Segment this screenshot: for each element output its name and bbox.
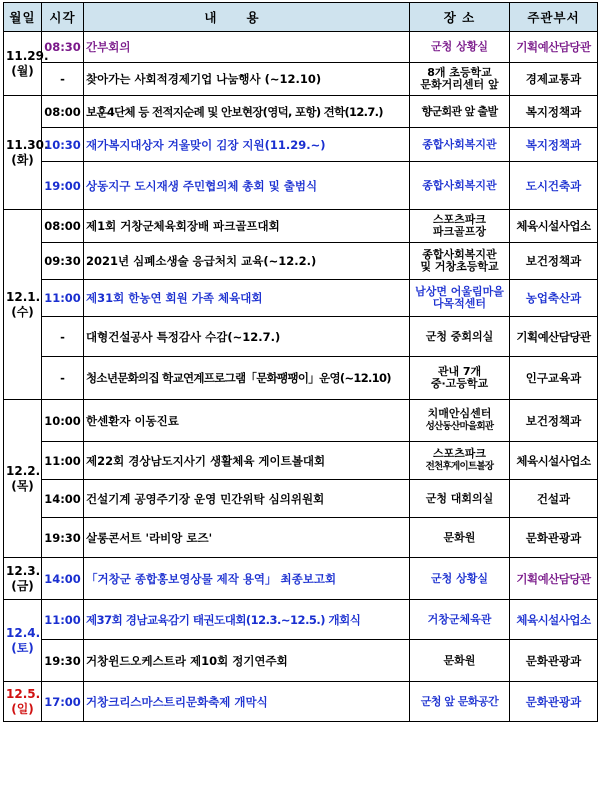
time-cell: 08:00 <box>42 96 84 128</box>
time-cell: - <box>42 63 84 96</box>
date-cell: 12.1. (수) <box>4 210 42 400</box>
place-cell: 관내 7개 중·고등학교 <box>410 357 510 400</box>
header-place: 장 소 <box>410 3 510 32</box>
header-dept: 주관부서 <box>510 3 598 32</box>
dept-cell: 문화관광과 <box>510 682 598 722</box>
table-row <box>4 210 598 243</box>
place-cell: 8개 초등학교 문화거리센터 앞 <box>410 63 510 96</box>
place-cell: 남상면 어울림마을 다목적센터 <box>410 280 510 317</box>
date-cell: 12.5. (일) <box>4 682 42 722</box>
place-cell: 군청 중회의실 <box>410 317 510 357</box>
dept-cell: 보건정책과 <box>510 400 598 442</box>
table-row <box>4 317 598 357</box>
dept-cell: 기획예산담당관 <box>510 32 598 63</box>
time-cell: - <box>42 357 84 400</box>
time-cell: 19:00 <box>42 162 84 210</box>
dept-cell: 기획예산담당관 <box>510 558 598 600</box>
dept-cell: 문화관광과 <box>510 640 598 682</box>
content-cell: 청소년문화의집 학교연계프로그램「문화팽팽이」운영(~12.10) <box>84 357 410 400</box>
table-row <box>4 63 598 96</box>
dept-cell: 인구교육과 <box>510 357 598 400</box>
dept-cell: 기획예산담당관 <box>510 317 598 357</box>
time-cell: 08:00 <box>42 210 84 243</box>
place-cell: 문화원 <box>410 640 510 682</box>
place-cell: 군청 상황실 <box>410 32 510 63</box>
table-row <box>4 640 598 682</box>
table-row <box>4 400 598 442</box>
table-row <box>4 280 598 317</box>
content-cell: 「거창군 종합홍보영상물 제작 용역」 최종보고회 <box>84 558 410 600</box>
time-cell: 10:00 <box>42 400 84 442</box>
table-row <box>4 96 598 128</box>
place-cell: 군청 앞 문화공간 <box>410 682 510 722</box>
time-cell: 14:00 <box>42 480 84 518</box>
date-cell: 11.30. (화) <box>4 96 42 210</box>
dept-cell: 문화관광과 <box>510 518 598 558</box>
table-row <box>4 518 598 558</box>
dept-cell: 체육시설사업소 <box>510 210 598 243</box>
content-cell: 한센환자 이동진료 <box>84 400 410 442</box>
content-cell: 간부회의 <box>84 32 410 63</box>
content-cell: 재가복지대상자 겨울맞이 김장 지원(11.29.~) <box>84 128 410 162</box>
content-cell: 보훈4단체 등 전적지순례 및 안보현장(영덕, 포항) 견학(12.7.) <box>84 96 410 128</box>
dept-cell: 복지정책과 <box>510 128 598 162</box>
table-row <box>4 682 598 722</box>
schedule-table <box>3 2 598 722</box>
time-cell: 11:00 <box>42 600 84 640</box>
header-row <box>4 3 598 32</box>
table-row <box>4 480 598 518</box>
dept-cell: 도시건축과 <box>510 162 598 210</box>
content-cell: 살롱콘서트 '라비앙 로즈' <box>84 518 410 558</box>
content-cell: 제37회 경남교육감기 태권도대회(12.3.~12.5.) 개회식 <box>84 600 410 640</box>
header-content: 내용 <box>84 3 410 32</box>
table-row <box>4 357 598 400</box>
place-cell: 스포츠파크 파크골프장 <box>410 210 510 243</box>
content-cell: 찾아가는 사회적경제기업 나눔행사 (~12.10) <box>84 63 410 96</box>
content-cell: 제1회 거창군체육회장배 파크골프대회 <box>84 210 410 243</box>
place-cell: 종합사회복지관 및 거창초등학교 <box>410 243 510 280</box>
header-time: 시각 <box>42 3 84 32</box>
place-cell: 거창군체육관 <box>410 600 510 640</box>
time-cell: 09:30 <box>42 243 84 280</box>
place-cell: 향군회관 앞 출발 <box>410 96 510 128</box>
content-cell: 2021년 심폐소생술 응급처치 교육(~12.2.) <box>84 243 410 280</box>
time-cell: 11:00 <box>42 442 84 480</box>
time-cell: 14:00 <box>42 558 84 600</box>
dept-cell: 경제교통과 <box>510 63 598 96</box>
content-cell: 상동지구 도시재생 주민협의체 총회 및 출범식 <box>84 162 410 210</box>
time-cell: - <box>42 317 84 357</box>
content-cell: 거창크리스마스트리문화축제 개막식 <box>84 682 410 722</box>
place-cell: 종합사회복지관 <box>410 128 510 162</box>
date-cell: 11.29. (월) <box>4 32 42 96</box>
dept-cell: 보건정책과 <box>510 243 598 280</box>
time-cell: 10:30 <box>42 128 84 162</box>
content-cell: 건설기계 공영주기장 운영 민간위탁 심의위원회 <box>84 480 410 518</box>
place-cell: 치매안심센터 성산동산마을회관 <box>410 400 510 442</box>
table-row <box>4 162 598 210</box>
time-cell: 17:00 <box>42 682 84 722</box>
date-cell: 12.3. (금) <box>4 558 42 600</box>
place-cell: 종합사회복지관 <box>410 162 510 210</box>
dept-cell: 복지정책과 <box>510 96 598 128</box>
date-cell: 12.4. (토) <box>4 600 42 682</box>
table-row <box>4 128 598 162</box>
content-cell: 대형건설공사 특정감사 수감(~12.7.) <box>84 317 410 357</box>
dept-cell: 체육시설사업소 <box>510 442 598 480</box>
dept-cell: 건설과 <box>510 480 598 518</box>
table-row <box>4 442 598 480</box>
time-cell: 08:30 <box>42 32 84 63</box>
time-cell: 19:30 <box>42 518 84 558</box>
content-cell: 제22회 경상남도지사기 생활체육 게이트볼대회 <box>84 442 410 480</box>
date-cell: 12.2. (목) <box>4 400 42 558</box>
place-cell: 문화원 <box>410 518 510 558</box>
table-row <box>4 558 598 600</box>
table-row <box>4 32 598 63</box>
time-cell: 19:30 <box>42 640 84 682</box>
dept-cell: 체육시설사업소 <box>510 600 598 640</box>
table-row <box>4 600 598 640</box>
place-cell: 스포츠파크 전천후게이트볼장 <box>410 442 510 480</box>
table-row <box>4 243 598 280</box>
dept-cell: 농업축산과 <box>510 280 598 317</box>
place-cell: 군청 대회의실 <box>410 480 510 518</box>
time-cell: 11:00 <box>42 280 84 317</box>
header-date: 월일 <box>4 3 42 32</box>
content-cell: 거창윈드오케스트라 제10회 정기연주회 <box>84 640 410 682</box>
place-cell: 군청 상황실 <box>410 558 510 600</box>
content-cell: 제31회 한농연 회원 가족 체육대회 <box>84 280 410 317</box>
